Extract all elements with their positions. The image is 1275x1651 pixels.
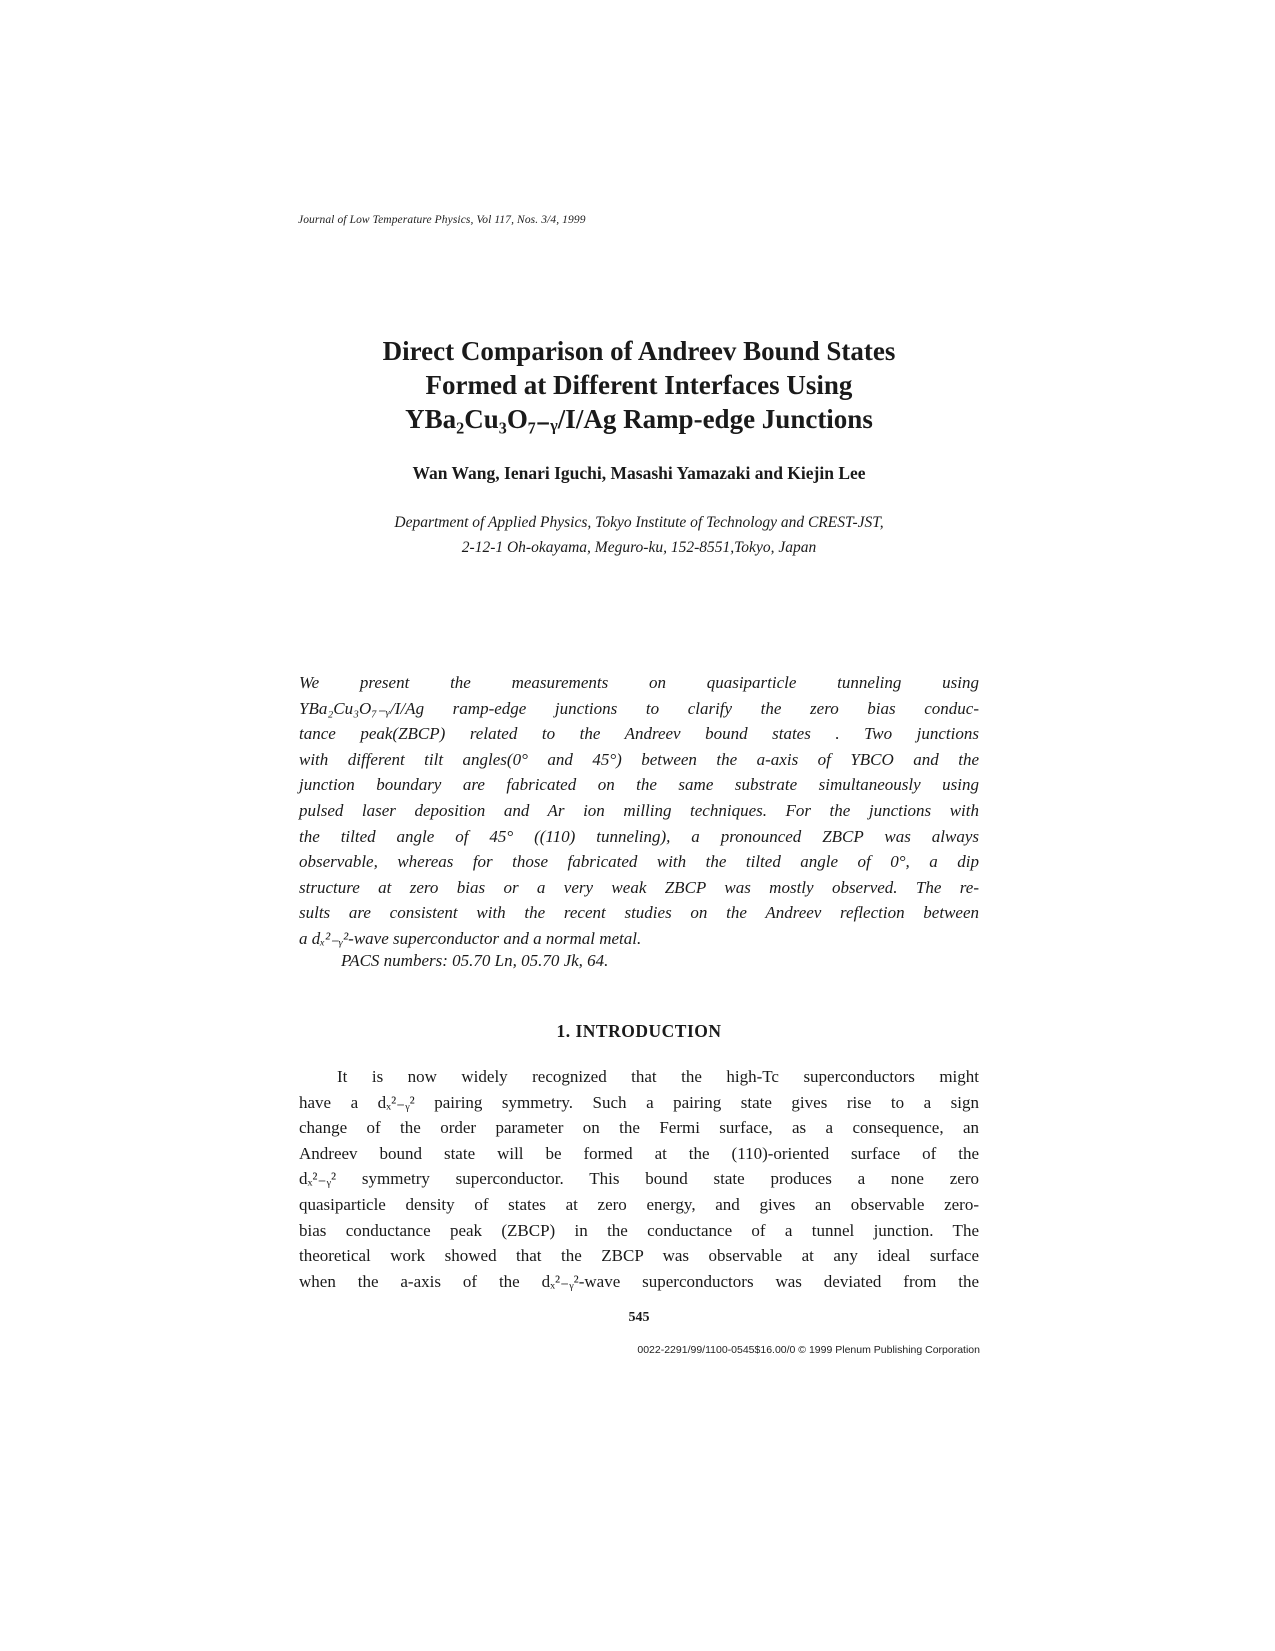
- section-heading: 1. INTRODUCTION: [556, 1021, 722, 1041]
- pacs-numbers: PACS numbers: 05.70 Ln, 05.70 Jk, 64.: [341, 951, 609, 970]
- body-line: change of the order parameter on the Fermi surface, as a consequence, an: [299, 1118, 979, 1138]
- body-line: bias conductance peak (ZBCP) in the conductance of a tunnel junction. The: [299, 1220, 979, 1240]
- affiliation: [298, 510, 980, 560]
- page-number: 545: [628, 1310, 650, 1325]
- body-line: quasiparticle density of states at zero energy, and gives an observable zero-: [299, 1194, 979, 1214]
- abstract: [299, 670, 979, 952]
- abstract-line: We present the measurements on quasiparticle tunneling using: [299, 673, 979, 692]
- body-line: theoretical work showed that the ZBCP was observable at any ideal surface: [299, 1246, 979, 1266]
- abstract-line: the tilted angle of 45° ((110) tunneling), a pronounced ZBCP was always: [299, 826, 979, 846]
- abstract-line: with different tilt angles(0° and 45°) between the a-axis of YBCO and the: [299, 749, 979, 769]
- abstract-line: structure at zero bias or a very weak ZBCP was mostly observed. The re-: [299, 877, 979, 897]
- body-line: have a dₓ²₋ᵧ² pairing symmetry. Such a pairing state gives rise to a sign: [299, 1092, 979, 1112]
- author-list: Wan Wang, Ienari Iguchi, Masashi Yamazaki and Kiejin Lee: [412, 463, 866, 483]
- paper-title: [298, 334, 980, 436]
- abstract-line: a dₓ²₋ᵧ²-wave superconductor and a normal metal.: [299, 928, 642, 948]
- body-line: It is now widely recognized that the high-Tc superconductors might: [337, 1067, 979, 1086]
- body-line: Andreev bound state will be formed at the (110)-oriented surface of the: [299, 1143, 979, 1163]
- introduction-body: [299, 1064, 979, 1294]
- body-line: when the a-axis of the dₓ²₋ᵧ²-wave superconductors was deviated from the: [299, 1271, 979, 1291]
- body-line: dₓ²₋ᵧ² symmetry superconductor. This bound state produces a none zero: [299, 1169, 979, 1189]
- journal-header: Journal of Low Temperature Physics, Vol 117, Nos. 3/4, 1999: [298, 214, 586, 226]
- abstract-line: sults are consistent with the recent studies on the Andreev reflection between: [299, 903, 979, 923]
- abstract-line: tance peak(ZBCP) related to the Andreev bound states . Two junctions: [299, 724, 979, 744]
- title-line: Direct Comparison of Andreev Bound States: [382, 336, 896, 366]
- abstract-line: observable, whereas for those fabricated with the tilted angle of 0°, a dip: [299, 852, 979, 872]
- abstract-line: pulsed laser deposition and Ar ion milling techniques. For the junctions with: [299, 800, 979, 820]
- affiliation-line: Department of Applied Physics, Tokyo Institute of Technology and CREST-JST,: [394, 514, 884, 531]
- affiliation-line: 2-12-1 Oh-okayama, Meguro-ku, 152-8551,Tokyo, Japan: [461, 539, 817, 556]
- abstract-line: junction boundary are fabricated on the same substrate simultaneously using: [299, 775, 979, 795]
- title-line: Formed at Different Interfaces Using: [425, 370, 853, 400]
- title-line: YBa₂Cu₃O₇₋ᵧ/I/Ag Ramp-edge Junctions: [405, 404, 873, 434]
- copyright-line: 0022-2291/99/1100-0545$16.00/0 © 1999 Plenum Publishing Corporation: [637, 1344, 980, 1356]
- abstract-line: YBa₂Cu₃O₇₋ᵧ/I/Ag ramp-edge junctions to clarify the zero bias conduc-: [299, 698, 979, 718]
